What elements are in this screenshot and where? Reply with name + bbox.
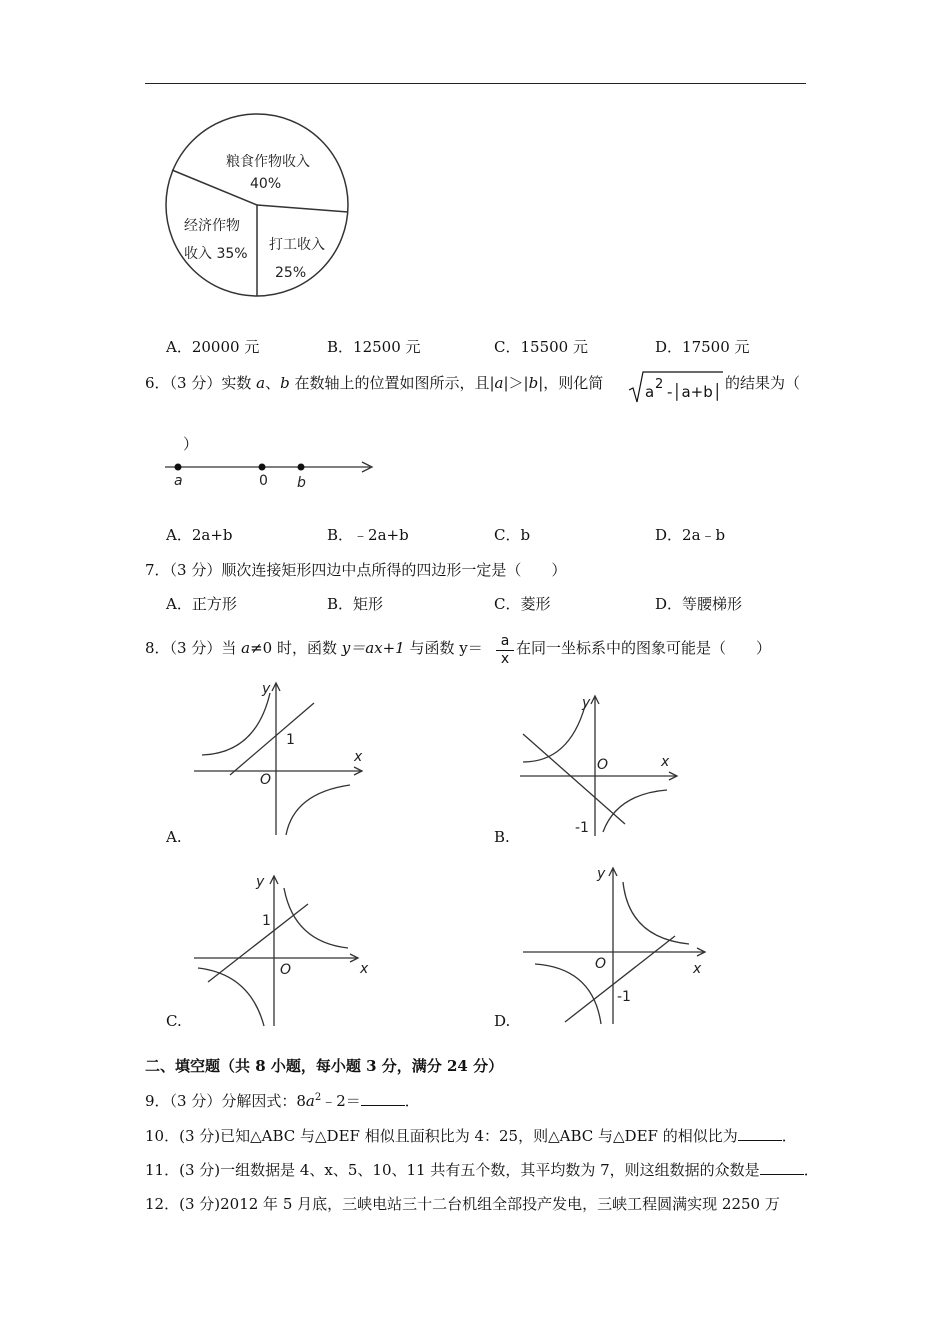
q6-number-line — [160, 455, 380, 495]
q6-stem: 6．（3 分）实数 a、b 在数轴上的位置如图所示，且|a|＞|b|，则化简 — [145, 374, 604, 392]
q8-graph-d — [515, 860, 715, 1030]
svg-text:x: x — [693, 961, 702, 977]
q6-option-b[interactable]: B．﹣2a+b — [327, 526, 409, 544]
q9-stem: 9．（3 分）分解因式：$8a^2﹣2=$ ． — [145, 1092, 420, 1110]
q12-stem: 12．(3 分)2012 年 5 月底，三峡电站三十二台机组全部投产发电，三峡工程圆满实现 2250 万 — [145, 1195, 780, 1213]
q7-option-a[interactable]: A．正方形 — [166, 595, 237, 613]
q8-stem: 8．（3 分）当 a≠0 时，函数 y＝ax+1 与函数 y＝ — [145, 639, 483, 657]
pie-chart — [160, 108, 355, 303]
svg-text:y: y — [256, 874, 265, 890]
q5-option-d[interactable]: D．17500 元 — [655, 338, 750, 356]
svg-text:1: 1 — [286, 732, 295, 748]
q8-fraction: $\frac{a}{x}$ — [496, 633, 514, 668]
svg-text:O: O — [260, 772, 272, 788]
svg-text:x: x — [354, 749, 363, 765]
svg-text:x: x — [360, 961, 369, 977]
q7-option-d[interactable]: D．等腰梯形 — [655, 595, 743, 613]
pie-slice-value: 40% — [250, 176, 282, 192]
pie-slice-label: 经济作物 — [184, 218, 240, 234]
svg-text:a: a — [645, 383, 655, 401]
q10-answer-blank[interactable] — [738, 1128, 782, 1141]
q8-graph-c — [190, 870, 370, 1030]
q7-stem: 7．（3 分）顺次连接矩形四边中点所得的四边形一定是（ ） — [145, 561, 567, 579]
svg-text:y: y — [582, 695, 591, 711]
header-rule — [145, 83, 806, 84]
svg-text:O: O — [595, 956, 607, 972]
q6-sqrt-expression — [627, 368, 727, 408]
q11-stem: 11．(3 分)一组数据是 4、x、5、10、11 共有五个数，其平均数为 7，则这组数据的众数是 ． — [145, 1161, 819, 1179]
q5-option-a[interactable]: A．20000 元 — [166, 338, 260, 356]
q8-option-c[interactable]: C. — [166, 1012, 182, 1030]
svg-text:O: O — [280, 962, 292, 978]
svg-text:y: y — [262, 681, 271, 697]
q8-graph-b — [515, 690, 695, 840]
q9-answer-blank[interactable] — [361, 1093, 405, 1106]
section-heading: 二、填空题（共 8 小题，每小题 3 分，满分 24 分） — [145, 1057, 504, 1075]
q10-stem: 10．(3 分)已知△ABC 与△DEF 相似且面积比为 4：25，则△ABC 与△DEF 的相似比为 ． — [145, 1127, 797, 1145]
pie-slice-label: 粮食作物收入 — [226, 154, 310, 170]
pie-slice-label: 打工收入 — [269, 237, 325, 253]
svg-text:-│a+b│: -│a+b│ — [667, 383, 722, 401]
pie-slice-value: 收入 35% — [184, 246, 248, 262]
svg-text:0: 0 — [259, 473, 268, 489]
q7-option-c[interactable]: C．菱形 — [494, 595, 551, 613]
svg-text:y: y — [597, 866, 606, 882]
q6-option-a[interactable]: A．2a+b — [166, 526, 233, 544]
q8-stem-end: 在同一坐标系中的图象可能是（ ） — [516, 639, 772, 657]
q6-stem-end: 的结果为（ — [725, 374, 801, 392]
q6-stem-close: ） — [183, 435, 199, 453]
q7-option-b[interactable]: B．矩形 — [327, 595, 384, 613]
svg-text:2: 2 — [655, 377, 664, 392]
svg-text:-1: -1 — [617, 989, 631, 1005]
q8-option-b[interactable]: B. — [494, 828, 510, 846]
svg-text:a: a — [174, 473, 183, 489]
svg-text:1: 1 — [262, 913, 271, 929]
q5-option-b[interactable]: B．12500 元 — [327, 338, 421, 356]
svg-text:O: O — [597, 757, 609, 773]
q6-option-c[interactable]: C．b — [494, 526, 531, 544]
svg-text:-1: -1 — [575, 820, 589, 836]
q8-option-d[interactable]: D. — [494, 1012, 511, 1030]
svg-text:x: x — [661, 754, 670, 770]
q5-option-c[interactable]: C．15500 元 — [494, 338, 588, 356]
q8-graph-a — [190, 675, 370, 840]
q6-option-d[interactable]: D．2a﹣b — [655, 526, 726, 544]
q11-answer-blank[interactable] — [760, 1162, 804, 1175]
pie-slice-value: 25% — [275, 265, 307, 281]
q8-option-a[interactable]: A. — [166, 828, 182, 846]
svg-text:b: b — [297, 475, 306, 491]
